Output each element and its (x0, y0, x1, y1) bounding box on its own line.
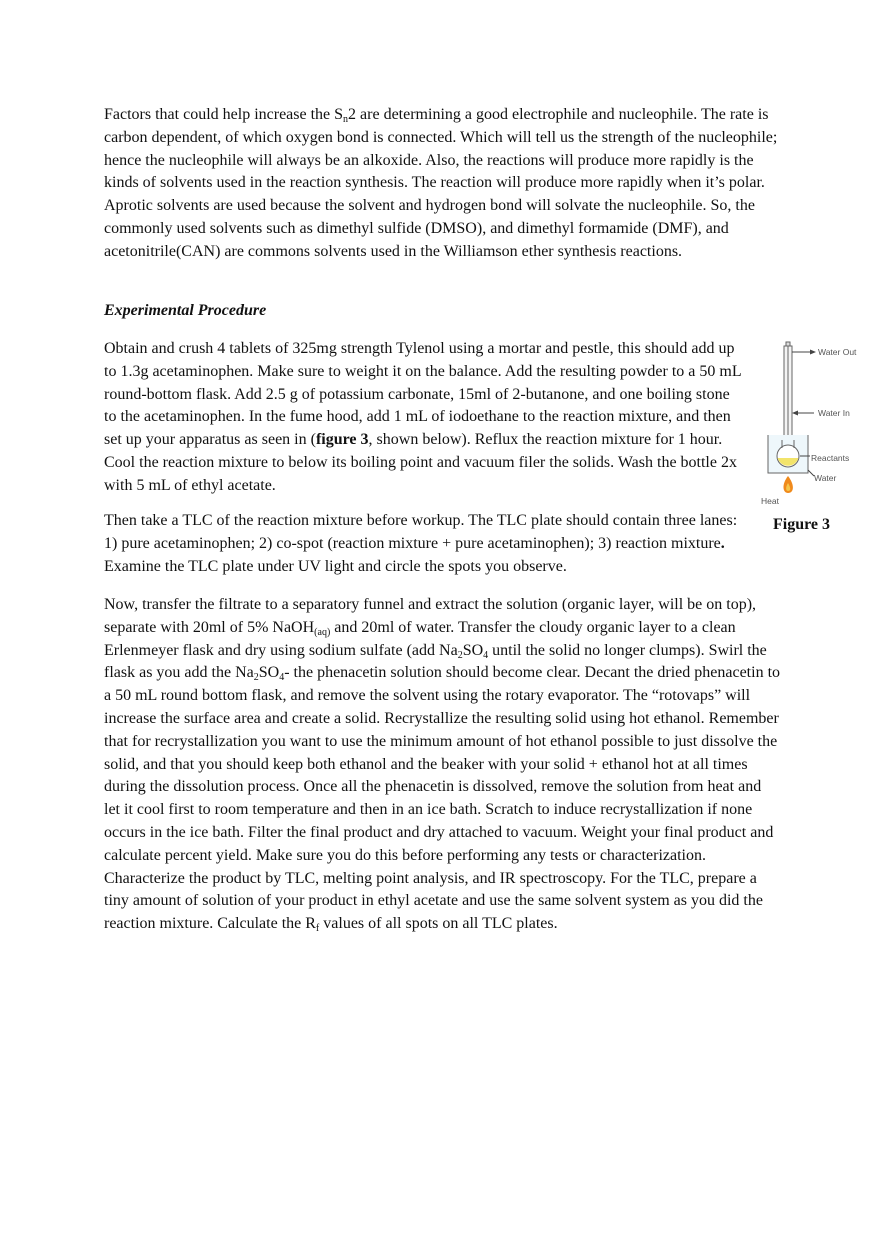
subscript: 4 (279, 672, 285, 684)
subscript: 2 (253, 672, 259, 684)
water-arrow (808, 470, 837, 483)
text-run: , shown below). Reflux the reaction mixture for 1 hour. Cool the reaction mixture to below its boiling point and vacuum filer the solids. Wash the bottle 2x with 5 mL of ethyl acetate. (104, 431, 737, 494)
label-water-out: Water Out (818, 347, 857, 357)
text-run: Factors that could help increase the S (104, 106, 344, 123)
subscript: 2 (457, 649, 463, 661)
subscript: n (343, 114, 349, 125)
water-in-arrow (792, 408, 850, 418)
text-run: SO (258, 664, 280, 682)
subscript: (aq) (314, 626, 331, 638)
procedure-paragraph-1 (104, 338, 744, 498)
water-bath (768, 435, 808, 473)
water-out-arrow (792, 347, 857, 357)
text-run: - the phenacetin solution should become clear. Decant the dried phenacetin to a 50 mL round bottom flask, and remove the solvent using the rotary evaporator. The “rotovaps” will increase the surface area and create a solid. Recrystallize the resulting solid using hot ethanol. Remember that for recrystallization you want to use the minimum amount of hot ethanol possible to just dissolve the solid, and that you should keep both ethanol and the beaker with your solid + ethanol hot at all times during the dissolution process. Once all the phenacetin is dissolved, remove the solution from heat and let it cool first to room temperature and then in an ice bath. Scratch to induce recrystallization if none occurs in the ice bath. Filter the final product and dry attached to vacuum. Weight your final product and calculate percent yield. Make sure you do this before performing any tests or characterization. Characterize the product by TLC, melting point analysis, and IR spectroscopy. For the TLC, prepare a tiny amount of solution of your product in ethyl acetate and use the same solvent system as you did the reaction mixture. Calculate the R (104, 664, 781, 933)
text-run: Examine the TLC plate under UV light and circle the spots you observe. (104, 557, 567, 575)
section-heading: Experimental Procedure (104, 302, 267, 319)
text-run: Now, transfer the filtrate to a separatory funnel and extract the solution (organic layer, will be on top), separate with 20ml of 5% NaOH (104, 596, 757, 636)
text-run: values of all spots on all TLC plates. (319, 915, 558, 933)
label-reactants: Reactants (811, 453, 850, 463)
text-run: SO (462, 641, 484, 659)
reflux-apparatus-figure (756, 340, 866, 515)
label-water: Water (814, 473, 837, 483)
procedure-paragraph-3 (104, 594, 780, 936)
procedure-paragraph-2 (104, 510, 744, 578)
figure-caption: Figure 3 (773, 516, 831, 533)
text-run: Obtain and crush 4 tablets of 325mg strength Tylenol using a mortar and pestle, this should add up to 1.3g acetaminophen. Make sure to weight it on the balance. Add the resulting powder to a 50 mL round-bottom flask. Add 2.5 g of potassium carbonate, 15ml of 2-butanone, and one boiling stone to the acetaminophen. In the fume hood, add 1 mL of iodoethane to the reaction mixture, and then set up your apparatus as seen in ( (104, 340, 742, 449)
bold-period: . (720, 534, 725, 552)
subscript: 4 (483, 649, 489, 661)
label-heat: Heat (761, 496, 779, 506)
label-water-in: Water In (818, 408, 850, 418)
text-run: until the solid no longer clumps). Swirl the flask as you add the Na (104, 641, 767, 682)
subscript: f (315, 923, 320, 935)
figure-reference: figure 3 (315, 431, 369, 449)
text-run: and 20ml of water. Transfer the cloudy organic layer to a clean Erlenmeyer flask and dry using sodium sulfate (add Na (104, 618, 736, 659)
flame-icon (783, 476, 792, 493)
text-run: Then take a TLC of the reaction mixture before workup. The TLC plate should contain three lanes: 1) pure acetaminophen; 2) co-spot (reaction mixture + pure acetaminophen); 3) reaction mixture (104, 512, 738, 552)
intro-paragraph (104, 104, 780, 264)
text-run: 2 are determining a good electrophile and nucleophile. The rate is carbon dependent, of which oxygen bond is connected. Which will tell us the strength of the nucleophile; hence the nucleophile will always be an alkoxide. Also, the reactions will produce more rapidly is the kinds of solvents used in the reaction synthesis. The reaction will produce more rapidly when it’s polar. Aprotic solvents are used because the solvent and hydrogen bond will solvate the nucleophile. So, the commonly used solvents such as dimethyl sulfide (DMSO), and dimethyl formamide (DMF), and acetonitrile(CAN) are commons solvents used in the Williamson ether synthesis reactions. (104, 106, 778, 260)
